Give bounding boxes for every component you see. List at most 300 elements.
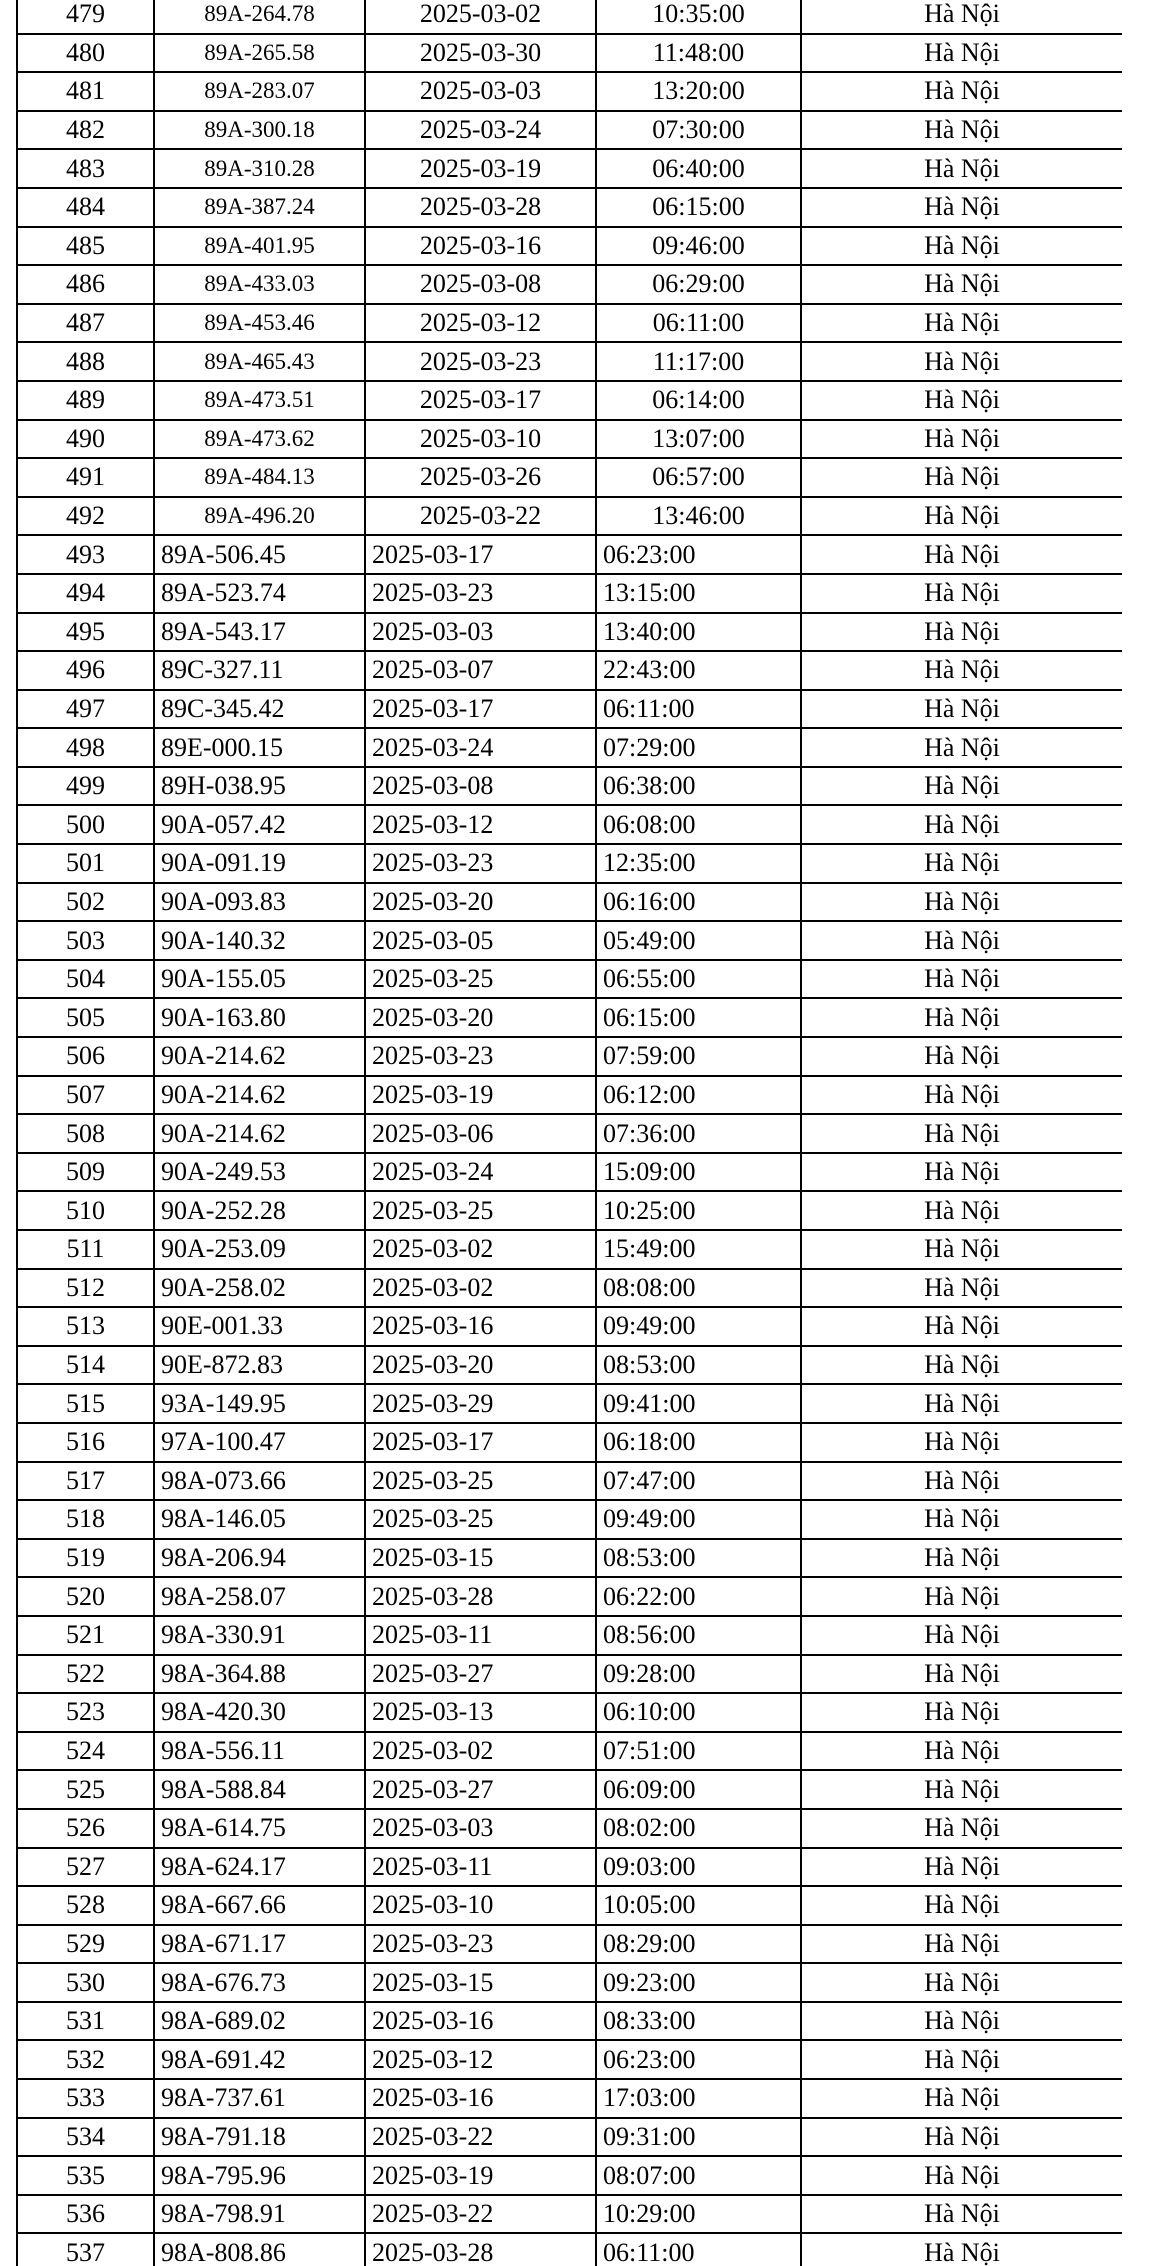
location-cell: Hà Nội	[801, 1114, 1122, 1153]
row-number-cell: 516	[17, 1423, 154, 1462]
violation-time-cell: 06:11:00	[596, 690, 801, 729]
table-row	[17, 1269, 1122, 1308]
violation-date-cell: 2025-03-22	[365, 497, 596, 536]
location-cell: Hà Nội	[801, 72, 1122, 111]
violation-date-cell: 2025-03-15	[365, 1963, 596, 2002]
violation-date-cell: 2025-03-08	[365, 265, 596, 304]
location-cell: Hà Nội	[801, 1693, 1122, 1732]
location-cell: Hà Nội	[801, 1423, 1122, 1462]
license-plate-cell: 98A-676.73	[154, 1963, 365, 2002]
license-plate-cell: 90A-214.62	[154, 1114, 365, 1153]
license-plate-cell: 89A-543.17	[154, 613, 365, 652]
violation-date-cell: 2025-03-23	[365, 1037, 596, 1076]
violation-time-cell: 06:16:00	[596, 883, 801, 922]
row-number-cell: 500	[17, 805, 154, 844]
location-cell: Hà Nội	[801, 2040, 1122, 2079]
location-cell: Hà Nội	[801, 844, 1122, 883]
table-row	[17, 574, 1122, 613]
table-row	[17, 381, 1122, 420]
violation-time-cell: 09:49:00	[596, 1307, 801, 1346]
location-cell: Hà Nội	[801, 1809, 1122, 1848]
violation-date-cell: 2025-03-08	[365, 767, 596, 806]
location-cell: Hà Nội	[801, 188, 1122, 227]
violation-time-cell: 07:47:00	[596, 1462, 801, 1501]
license-plate-cell: 89A-401.95	[154, 227, 365, 266]
table-row	[17, 960, 1122, 999]
license-plate-cell: 90E-872.83	[154, 1346, 365, 1385]
location-cell: Hà Nội	[801, 1076, 1122, 1115]
violation-time-cell: 06:09:00	[596, 1770, 801, 1809]
violation-date-cell: 2025-03-10	[365, 420, 596, 459]
violation-date-cell: 2025-03-15	[365, 1539, 596, 1578]
license-plate-cell: 89A-433.03	[154, 265, 365, 304]
row-number-cell: 495	[17, 613, 154, 652]
location-cell: Hà Nội	[801, 1655, 1122, 1694]
row-number-cell: 491	[17, 458, 154, 497]
row-number-cell: 484	[17, 188, 154, 227]
table-row	[17, 2156, 1122, 2195]
license-plate-cell: 93A-149.95	[154, 1384, 365, 1423]
location-cell: Hà Nội	[801, 805, 1122, 844]
table-row	[17, 1076, 1122, 1115]
violation-time-cell: 07:29:00	[596, 728, 801, 767]
row-number-cell: 494	[17, 574, 154, 613]
row-number-cell: 532	[17, 2040, 154, 2079]
location-cell: Hà Nội	[801, 1269, 1122, 1308]
location-cell: Hà Nội	[801, 265, 1122, 304]
violation-date-cell: 2025-03-23	[365, 1925, 596, 1964]
violation-time-cell: 08:33:00	[596, 2002, 801, 2041]
violation-time-cell: 09:49:00	[596, 1500, 801, 1539]
table-row	[17, 0, 1122, 34]
license-plate-cell: 98A-798.91	[154, 2195, 365, 2234]
violation-date-cell: 2025-03-25	[365, 960, 596, 999]
location-cell: Hà Nội	[801, 1732, 1122, 1771]
table-row	[17, 1963, 1122, 2002]
row-number-cell: 496	[17, 651, 154, 690]
license-plate-cell: 98A-588.84	[154, 1770, 365, 1809]
license-plate-cell: 98A-737.61	[154, 2079, 365, 2118]
license-plate-cell: 97A-100.47	[154, 1423, 365, 1462]
table-row	[17, 2002, 1122, 2041]
row-number-cell: 499	[17, 767, 154, 806]
license-plate-cell: 98A-073.66	[154, 1462, 365, 1501]
table-row	[17, 651, 1122, 690]
license-plate-cell: 98A-364.88	[154, 1655, 365, 1694]
row-number-cell: 502	[17, 883, 154, 922]
row-number-cell: 512	[17, 1269, 154, 1308]
violation-time-cell: 07:59:00	[596, 1037, 801, 1076]
table-row	[17, 844, 1122, 883]
license-plate-cell: 98A-791.18	[154, 2118, 365, 2157]
violation-date-cell: 2025-03-16	[365, 2079, 596, 2118]
location-cell: Hà Nội	[801, 1037, 1122, 1076]
violation-time-cell: 08:29:00	[596, 1925, 801, 1964]
row-number-cell: 520	[17, 1577, 154, 1616]
violation-time-cell: 08:53:00	[596, 1539, 801, 1578]
document-page	[16, 0, 1122, 2266]
violation-time-cell: 06:12:00	[596, 1076, 801, 1115]
violation-time-cell: 06:38:00	[596, 767, 801, 806]
violation-time-cell: 13:40:00	[596, 613, 801, 652]
violation-time-cell: 06:15:00	[596, 998, 801, 1037]
license-plate-cell: 89A-283.07	[154, 72, 365, 111]
license-plate-cell: 98A-691.42	[154, 2040, 365, 2079]
table-row	[17, 34, 1122, 73]
table-row	[17, 921, 1122, 960]
license-plate-cell: 90A-253.09	[154, 1230, 365, 1269]
location-cell: Hà Nội	[801, 111, 1122, 150]
table-row	[17, 420, 1122, 459]
row-number-cell: 514	[17, 1346, 154, 1385]
license-plate-cell: 90A-258.02	[154, 1269, 365, 1308]
row-number-cell: 492	[17, 497, 154, 536]
violation-time-cell: 06:10:00	[596, 1693, 801, 1732]
table-row	[17, 1848, 1122, 1887]
violation-date-cell: 2025-03-20	[365, 998, 596, 1037]
row-number-cell: 485	[17, 227, 154, 266]
violation-date-cell: 2025-03-24	[365, 111, 596, 150]
violation-date-cell: 2025-03-23	[365, 844, 596, 883]
violation-date-cell: 2025-03-19	[365, 1076, 596, 1115]
row-number-cell: 480	[17, 34, 154, 73]
row-number-cell: 497	[17, 690, 154, 729]
location-cell: Hà Nội	[801, 458, 1122, 497]
violation-date-cell: 2025-03-05	[365, 921, 596, 960]
license-plate-cell: 98A-808.86	[154, 2233, 365, 2266]
license-plate-cell: 98A-330.91	[154, 1616, 365, 1655]
table-row	[17, 2040, 1122, 2079]
location-cell: Hà Nội	[801, 1153, 1122, 1192]
table-row	[17, 1191, 1122, 1230]
violation-time-cell: 08:07:00	[596, 2156, 801, 2195]
violation-date-cell: 2025-03-27	[365, 1655, 596, 1694]
violation-time-cell: 10:35:00	[596, 0, 801, 34]
location-cell: Hà Nội	[801, 2156, 1122, 2195]
location-cell: Hà Nội	[801, 1307, 1122, 1346]
violation-date-cell: 2025-03-27	[365, 1770, 596, 1809]
license-plate-cell: 89A-465.43	[154, 342, 365, 381]
location-cell: Hà Nội	[801, 1848, 1122, 1887]
violation-time-cell: 06:08:00	[596, 805, 801, 844]
violation-date-cell: 2025-03-11	[365, 1616, 596, 1655]
violation-date-cell: 2025-03-28	[365, 188, 596, 227]
row-number-cell: 481	[17, 72, 154, 111]
row-number-cell: 518	[17, 1500, 154, 1539]
row-number-cell: 493	[17, 535, 154, 574]
violation-date-cell: 2025-03-25	[365, 1462, 596, 1501]
violation-time-cell: 15:09:00	[596, 1153, 801, 1192]
row-number-cell: 536	[17, 2195, 154, 2234]
row-number-cell: 533	[17, 2079, 154, 2118]
violation-date-cell: 2025-03-03	[365, 613, 596, 652]
license-plate-cell: 90E-001.33	[154, 1307, 365, 1346]
table-row	[17, 1886, 1122, 1925]
row-number-cell: 505	[17, 998, 154, 1037]
row-number-cell: 498	[17, 728, 154, 767]
table-row	[17, 1770, 1122, 1809]
location-cell: Hà Nội	[801, 767, 1122, 806]
table-row	[17, 690, 1122, 729]
violation-time-cell: 10:05:00	[596, 1886, 801, 1925]
row-number-cell: 487	[17, 304, 154, 343]
table-row	[17, 767, 1122, 806]
license-plate-cell: 89A-300.18	[154, 111, 365, 150]
location-cell: Hà Nội	[801, 304, 1122, 343]
row-number-cell: 488	[17, 342, 154, 381]
table-row	[17, 458, 1122, 497]
violation-date-cell: 2025-03-17	[365, 381, 596, 420]
violation-date-cell: 2025-03-22	[365, 2195, 596, 2234]
violation-date-cell: 2025-03-07	[365, 651, 596, 690]
violation-time-cell: 08:02:00	[596, 1809, 801, 1848]
violation-date-cell: 2025-03-13	[365, 1693, 596, 1732]
violation-time-cell: 09:41:00	[596, 1384, 801, 1423]
row-number-cell: 511	[17, 1230, 154, 1269]
violation-date-cell: 2025-03-16	[365, 1307, 596, 1346]
violation-date-cell: 2025-03-17	[365, 535, 596, 574]
location-cell: Hà Nội	[801, 2118, 1122, 2157]
violation-time-cell: 11:48:00	[596, 34, 801, 73]
violation-time-cell: 06:57:00	[596, 458, 801, 497]
row-number-cell: 504	[17, 960, 154, 999]
violation-time-cell: 06:11:00	[596, 304, 801, 343]
table-row	[17, 1693, 1122, 1732]
violation-time-cell: 06:40:00	[596, 149, 801, 188]
license-plate-cell: 89A-523.74	[154, 574, 365, 613]
table-row	[17, 1616, 1122, 1655]
violation-time-cell: 06:11:00	[596, 2233, 801, 2266]
license-plate-cell: 98A-556.11	[154, 1732, 365, 1771]
table-row	[17, 497, 1122, 536]
row-number-cell: 507	[17, 1076, 154, 1115]
license-plate-cell: 89A-473.51	[154, 381, 365, 420]
license-plate-cell: 90A-214.62	[154, 1037, 365, 1076]
violation-time-cell: 13:15:00	[596, 574, 801, 613]
row-number-cell: 501	[17, 844, 154, 883]
location-cell: Hà Nội	[801, 1539, 1122, 1578]
location-cell: Hà Nội	[801, 2002, 1122, 2041]
table-row	[17, 883, 1122, 922]
table-row	[17, 2118, 1122, 2157]
license-plate-cell: 89A-496.20	[154, 497, 365, 536]
violation-date-cell: 2025-03-25	[365, 1191, 596, 1230]
violation-time-cell: 09:46:00	[596, 227, 801, 266]
location-cell: Hà Nội	[801, 497, 1122, 536]
violation-date-cell: 2025-03-10	[365, 1886, 596, 1925]
table-row	[17, 1114, 1122, 1153]
row-number-cell: 531	[17, 2002, 154, 2041]
table-row	[17, 1809, 1122, 1848]
violation-time-cell: 08:56:00	[596, 1616, 801, 1655]
row-number-cell: 483	[17, 149, 154, 188]
table-row	[17, 1925, 1122, 1964]
license-plate-cell: 90A-093.83	[154, 883, 365, 922]
license-plate-cell: 89A-484.13	[154, 458, 365, 497]
license-plate-cell: 90A-163.80	[154, 998, 365, 1037]
location-cell: Hà Nội	[801, 2079, 1122, 2118]
table-row	[17, 1539, 1122, 1578]
violation-date-cell: 2025-03-25	[365, 1500, 596, 1539]
violation-date-cell: 2025-03-26	[365, 458, 596, 497]
location-cell: Hà Nội	[801, 227, 1122, 266]
violation-time-cell: 09:31:00	[596, 2118, 801, 2157]
violation-time-cell: 08:08:00	[596, 1269, 801, 1308]
violation-time-cell: 09:03:00	[596, 1848, 801, 1887]
violation-date-cell: 2025-03-17	[365, 690, 596, 729]
row-number-cell: 528	[17, 1886, 154, 1925]
violation-time-cell: 06:55:00	[596, 960, 801, 999]
violation-time-cell: 06:14:00	[596, 381, 801, 420]
row-number-cell: 524	[17, 1732, 154, 1771]
violation-date-cell: 2025-03-20	[365, 1346, 596, 1385]
license-plate-cell: 89A-453.46	[154, 304, 365, 343]
table-row	[17, 2233, 1122, 2266]
violation-table	[16, 0, 1122, 2266]
location-cell: Hà Nội	[801, 651, 1122, 690]
violation-time-cell: 06:22:00	[596, 1577, 801, 1616]
location-cell: Hà Nội	[801, 1963, 1122, 2002]
violation-time-cell: 06:18:00	[596, 1423, 801, 1462]
violation-date-cell: 2025-03-03	[365, 1809, 596, 1848]
license-plate-cell: 89A-310.28	[154, 149, 365, 188]
violation-date-cell: 2025-03-02	[365, 1230, 596, 1269]
license-plate-cell: 90A-140.32	[154, 921, 365, 960]
location-cell: Hà Nội	[801, 381, 1122, 420]
table-row	[17, 72, 1122, 111]
row-number-cell: 527	[17, 1848, 154, 1887]
violation-time-cell: 13:20:00	[596, 72, 801, 111]
row-number-cell: 486	[17, 265, 154, 304]
license-plate-cell: 90A-155.05	[154, 960, 365, 999]
violation-time-cell: 15:49:00	[596, 1230, 801, 1269]
violation-date-cell: 2025-03-23	[365, 574, 596, 613]
location-cell: Hà Nội	[801, 1616, 1122, 1655]
location-cell: Hà Nội	[801, 1577, 1122, 1616]
violation-date-cell: 2025-03-19	[365, 2156, 596, 2195]
violation-date-cell: 2025-03-16	[365, 227, 596, 266]
violation-date-cell: 2025-03-16	[365, 2002, 596, 2041]
violation-time-cell: 13:46:00	[596, 497, 801, 536]
location-cell: Hà Nội	[801, 1500, 1122, 1539]
location-cell: Hà Nội	[801, 0, 1122, 34]
table-row	[17, 188, 1122, 227]
location-cell: Hà Nội	[801, 921, 1122, 960]
table-row	[17, 998, 1122, 1037]
location-cell: Hà Nội	[801, 1925, 1122, 1964]
location-cell: Hà Nội	[801, 998, 1122, 1037]
location-cell: Hà Nội	[801, 1346, 1122, 1385]
location-cell: Hà Nội	[801, 883, 1122, 922]
license-plate-cell: 89A-473.62	[154, 420, 365, 459]
row-number-cell: 503	[17, 921, 154, 960]
table-row	[17, 1384, 1122, 1423]
violation-date-cell: 2025-03-23	[365, 342, 596, 381]
row-number-cell: 530	[17, 1963, 154, 2002]
table-row	[17, 1153, 1122, 1192]
location-cell: Hà Nội	[801, 1191, 1122, 1230]
table-row	[17, 342, 1122, 381]
license-plate-cell: 89C-327.11	[154, 651, 365, 690]
location-cell: Hà Nội	[801, 342, 1122, 381]
license-plate-cell: 98A-206.94	[154, 1539, 365, 1578]
table-body	[17, 0, 1122, 2266]
table-row	[17, 1577, 1122, 1616]
table-row	[17, 2195, 1122, 2234]
table-row	[17, 304, 1122, 343]
violation-date-cell: 2025-03-28	[365, 2233, 596, 2266]
license-plate-cell: 98A-146.05	[154, 1500, 365, 1539]
location-cell: Hà Nội	[801, 2195, 1122, 2234]
violation-time-cell: 07:36:00	[596, 1114, 801, 1153]
violation-date-cell: 2025-03-22	[365, 2118, 596, 2157]
violation-time-cell: 08:53:00	[596, 1346, 801, 1385]
row-number-cell: 517	[17, 1462, 154, 1501]
row-number-cell: 521	[17, 1616, 154, 1655]
violation-date-cell: 2025-03-12	[365, 805, 596, 844]
row-number-cell: 522	[17, 1655, 154, 1694]
license-plate-cell: 98A-624.17	[154, 1848, 365, 1887]
violation-date-cell: 2025-03-28	[365, 1577, 596, 1616]
violation-date-cell: 2025-03-06	[365, 1114, 596, 1153]
table-row	[17, 728, 1122, 767]
violation-date-cell: 2025-03-02	[365, 0, 596, 34]
violation-time-cell: 06:15:00	[596, 188, 801, 227]
license-plate-cell: 89A-506.45	[154, 535, 365, 574]
violation-time-cell: 06:29:00	[596, 265, 801, 304]
row-number-cell: 515	[17, 1384, 154, 1423]
row-number-cell: 506	[17, 1037, 154, 1076]
violation-date-cell: 2025-03-24	[365, 1153, 596, 1192]
violation-time-cell: 13:07:00	[596, 420, 801, 459]
location-cell: Hà Nội	[801, 34, 1122, 73]
location-cell: Hà Nội	[801, 1384, 1122, 1423]
license-plate-cell: 89C-345.42	[154, 690, 365, 729]
license-plate-cell: 89H-038.95	[154, 767, 365, 806]
table-row	[17, 1732, 1122, 1771]
license-plate-cell: 90A-249.53	[154, 1153, 365, 1192]
row-number-cell: 489	[17, 381, 154, 420]
row-number-cell: 535	[17, 2156, 154, 2195]
violation-date-cell: 2025-03-17	[365, 1423, 596, 1462]
table-row	[17, 805, 1122, 844]
row-number-cell: 534	[17, 2118, 154, 2157]
location-cell: Hà Nội	[801, 1230, 1122, 1269]
row-number-cell: 508	[17, 1114, 154, 1153]
license-plate-cell: 98A-614.75	[154, 1809, 365, 1848]
violation-time-cell: 17:03:00	[596, 2079, 801, 2118]
table-row	[17, 1500, 1122, 1539]
license-plate-cell: 89A-265.58	[154, 34, 365, 73]
row-number-cell: 510	[17, 1191, 154, 1230]
violation-time-cell: 09:23:00	[596, 1963, 801, 2002]
violation-time-cell: 05:49:00	[596, 921, 801, 960]
violation-time-cell: 22:43:00	[596, 651, 801, 690]
table-row	[17, 1655, 1122, 1694]
license-plate-cell: 89A-264.78	[154, 0, 365, 34]
license-plate-cell: 98A-420.30	[154, 1693, 365, 1732]
row-number-cell: 479	[17, 0, 154, 34]
table-row	[17, 1423, 1122, 1462]
location-cell: Hà Nội	[801, 574, 1122, 613]
location-cell: Hà Nội	[801, 1886, 1122, 1925]
location-cell: Hà Nội	[801, 690, 1122, 729]
location-cell: Hà Nội	[801, 1462, 1122, 1501]
violation-date-cell: 2025-03-11	[365, 1848, 596, 1887]
violation-date-cell: 2025-03-02	[365, 1269, 596, 1308]
violation-date-cell: 2025-03-19	[365, 149, 596, 188]
violation-time-cell: 07:30:00	[596, 111, 801, 150]
